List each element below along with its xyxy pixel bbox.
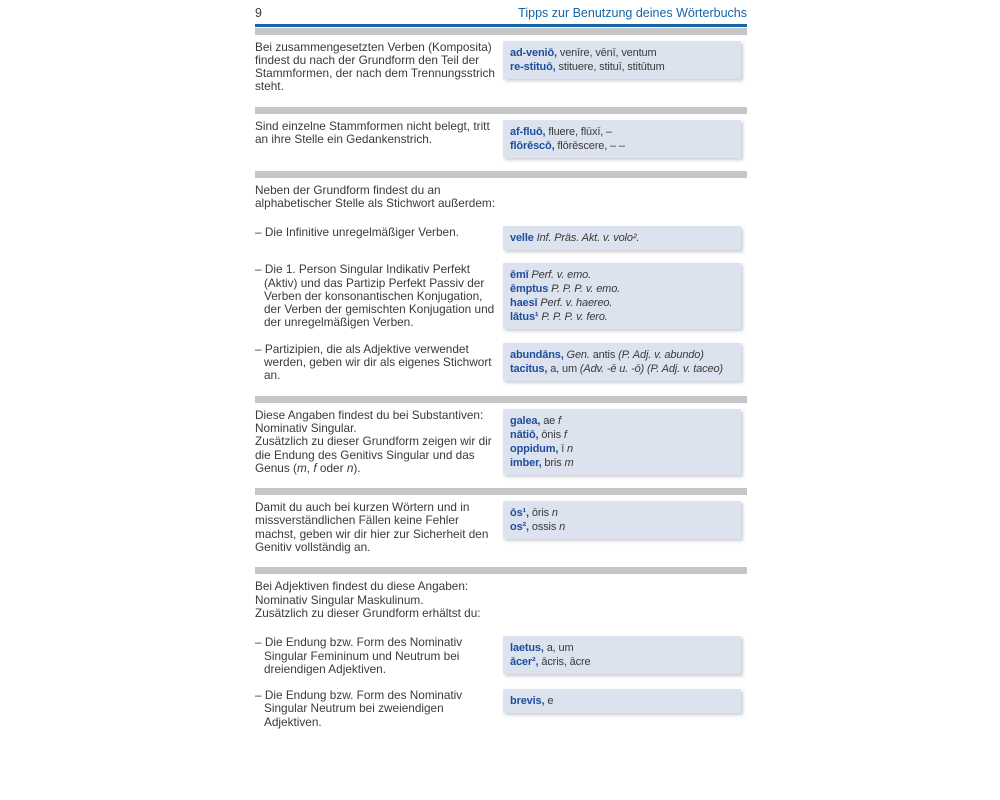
page-number: 9 xyxy=(255,6,262,20)
example-box xyxy=(503,226,741,250)
explanation-row xyxy=(255,184,747,211)
paragraph xyxy=(255,41,495,94)
entry-text: fluere, flūxī, – xyxy=(545,125,613,138)
entry-text: – Die Infinitive unregelmäßiger Verben. xyxy=(255,225,459,240)
example-box xyxy=(503,636,741,674)
dictionary-entry xyxy=(510,139,734,153)
paragraph xyxy=(255,636,495,676)
explanation-text xyxy=(255,226,495,250)
paragraph xyxy=(255,501,495,554)
dictionary-entry xyxy=(510,414,734,428)
page-content xyxy=(255,28,747,730)
section-divider xyxy=(255,28,747,35)
entry-text: n xyxy=(551,507,558,520)
headword: ācer², xyxy=(510,656,539,669)
entry-text: n xyxy=(559,521,566,534)
headword: velle xyxy=(510,232,534,245)
paragraph xyxy=(255,343,495,383)
entry-text: – Die 1. Person Singular Indikativ Perfekt (Aktiv) und das Partizip Perfekt Passiv der Verben der konsonantischen Konjugation, der Verben der gemischten Konjugation und der unregelmäßigen Verben. xyxy=(255,262,495,330)
explanation-row xyxy=(255,580,747,620)
section-divider xyxy=(255,567,747,574)
dictionary-entry xyxy=(510,520,734,534)
entry-text: f xyxy=(558,414,561,427)
entry-text: antis xyxy=(589,348,619,361)
headword: haesī xyxy=(510,297,538,310)
explanation-row xyxy=(255,501,747,554)
headword: tacitus, xyxy=(510,362,548,375)
explanation-text xyxy=(255,689,495,729)
dictionary-entry xyxy=(510,268,734,282)
entry-text: ). xyxy=(353,460,361,475)
explanation-row xyxy=(255,41,747,94)
entry-text: stituere, stituī, stitūtum xyxy=(555,60,665,73)
explanation-row xyxy=(255,120,747,158)
dictionary-entry xyxy=(510,456,734,470)
headword: abundāns, xyxy=(510,348,564,361)
entry-text: (Adv. -ē u. -ō) (P. Adj. v. taceo) xyxy=(579,362,723,375)
paragraph xyxy=(255,607,495,620)
example-column xyxy=(503,120,741,158)
explanation-text xyxy=(255,120,495,158)
example-column xyxy=(503,226,741,250)
entry-text: , xyxy=(306,460,314,475)
explanation-row xyxy=(255,409,747,475)
entry-text: Damit du auch bei kurzen Wörtern und in missverständlichen Fällen keine Fehler machst, geben wir dir hier zur Sicherheit den Genitiv vollständig an. xyxy=(255,500,489,555)
section-divider xyxy=(255,107,747,114)
entry-text: (P. Adj. v. abundo) xyxy=(618,348,704,361)
headword: laetus, xyxy=(510,642,544,655)
explanation-text xyxy=(255,184,495,211)
header-rule xyxy=(255,24,747,27)
entry-text: ae xyxy=(540,414,559,427)
entry-text: P. P. P. v. fero. xyxy=(538,311,608,324)
page-header-row xyxy=(255,6,747,20)
dictionary-entry xyxy=(510,46,734,60)
example-box xyxy=(503,41,741,79)
paragraph xyxy=(255,226,495,239)
section-divider xyxy=(255,488,747,495)
entry-text: Zusätzlich zu dieser Grundform erhältst du: xyxy=(255,605,481,620)
entry-text: – Partizipien, die als Adjektive verwendet werden, geben wir dir als eigenes Stichwort an. xyxy=(255,341,492,383)
entry-text: venīre, vēnī, ventum xyxy=(556,46,657,59)
paragraph xyxy=(255,580,495,607)
entry-text: ōnis xyxy=(538,428,564,441)
dictionary-entry xyxy=(510,282,734,296)
example-column xyxy=(503,343,741,383)
entry-text: e xyxy=(544,695,554,708)
entry-text: Diese Angaben findest du bei Substantiven: Nominativ Singular. xyxy=(255,407,484,435)
explanation-text xyxy=(255,263,495,329)
section-divider xyxy=(255,171,747,178)
example-box xyxy=(503,343,741,381)
dictionary-entry xyxy=(510,362,734,376)
entry-text: m xyxy=(296,460,307,475)
headword: ōs¹, xyxy=(510,507,529,520)
explanation-text xyxy=(255,409,495,475)
entry-text: f xyxy=(313,460,317,475)
example-box xyxy=(503,501,741,539)
dictionary-entry xyxy=(510,310,734,324)
entry-text: f xyxy=(563,428,567,441)
explanation-text xyxy=(255,580,495,620)
entry-text: Perf. v. haereo. xyxy=(537,297,613,310)
example-box xyxy=(503,409,741,475)
entry-text: oder xyxy=(316,460,347,475)
example-column xyxy=(503,409,741,475)
section-divider xyxy=(255,396,747,403)
example-column xyxy=(503,689,741,729)
entry-text: Sind einzelne Stammformen nicht belegt, tritt an ihre Stelle ein Gedankenstrich. xyxy=(255,118,490,146)
entry-text: Perf. v. emo. xyxy=(528,269,592,282)
headword: os², xyxy=(510,521,529,534)
headword: nātiō, xyxy=(510,428,539,441)
entry-text: P. P. P. v. emo. xyxy=(548,283,621,296)
entry-text: Bei Adjektiven findest du diese Angaben: Nominativ Singular Maskulinum. xyxy=(255,579,469,607)
entry-text: bris xyxy=(541,456,565,469)
headword: ēmī xyxy=(510,269,529,282)
entry-text: a, um xyxy=(543,642,574,655)
dictionary-entry xyxy=(510,348,734,362)
example-column xyxy=(503,184,741,211)
headword: galea, xyxy=(510,414,541,427)
entry-text: a, um xyxy=(547,362,580,375)
headword: re-stituō, xyxy=(510,60,556,73)
entry-text: Inf. Präs. Akt. v. volo². xyxy=(533,232,640,245)
entry-text: flōrēscere, – – xyxy=(554,139,625,152)
dictionary-entry xyxy=(510,641,734,655)
dictionary-entry xyxy=(510,60,734,74)
entry-text: ī xyxy=(558,442,568,455)
entry-text: ōris xyxy=(528,507,552,520)
explanation-text xyxy=(255,501,495,554)
entry-text: m xyxy=(564,456,574,469)
explanation-row xyxy=(255,263,747,329)
explanation-text xyxy=(255,343,495,383)
headword: imber, xyxy=(510,456,542,469)
entry-text: n xyxy=(346,460,354,475)
explanation-row xyxy=(255,343,747,383)
dictionary-entry xyxy=(510,694,734,708)
example-column xyxy=(503,580,741,620)
entry-text: – Die Endung bzw. Form des Nominativ Singular Neutrum bei zweiendigen Adjektiven. xyxy=(255,688,463,729)
explanation-row xyxy=(255,689,747,729)
example-box xyxy=(503,689,741,713)
dictionary-entry xyxy=(510,125,734,139)
paragraph xyxy=(255,435,495,475)
explanation-row xyxy=(255,636,747,676)
dictionary-entry xyxy=(510,296,734,310)
entry-text: Bei zusammengesetzten Verben (Komposita) findest du nach der Grundform den Teil der Stammformen, der nach dem Trennungsstrich steht. xyxy=(255,39,495,94)
example-column xyxy=(503,636,741,676)
example-box xyxy=(503,263,741,329)
paragraph xyxy=(255,263,495,329)
explanation-text xyxy=(255,41,495,94)
headword: oppidum, xyxy=(510,442,559,455)
example-column xyxy=(503,41,741,94)
entry-text: Neben der Grundform findest du an alphabetischer Stelle als Stichwort außerdem: xyxy=(255,182,495,210)
page-title: Tipps zur Benutzung deines Wörterbuchs xyxy=(518,6,747,20)
dictionary-entry xyxy=(510,655,734,669)
dictionary-entry xyxy=(510,231,734,245)
explanation-text xyxy=(255,636,495,676)
dictionary-entry xyxy=(510,428,734,442)
example-box xyxy=(503,120,741,158)
headword: flōrēscō, xyxy=(510,139,555,152)
entry-text: Zusätzlich zu dieser Grundform zeigen wir dir die Endung des Genitivs Singular und das Genus ( xyxy=(255,434,492,475)
headword: brevis, xyxy=(510,695,545,708)
headword: ad-veniō, xyxy=(510,46,557,59)
explanation-row xyxy=(255,226,747,250)
paragraph xyxy=(255,689,495,729)
headword: ēmptus xyxy=(510,283,549,296)
example-column xyxy=(503,263,741,329)
dictionary-tips-page xyxy=(255,6,747,742)
dictionary-entry xyxy=(510,506,734,520)
dictionary-entry xyxy=(510,442,734,456)
entry-text: n xyxy=(567,442,573,455)
entry-text: – Die Endung bzw. Form des Nominativ Singular Femininum und Neutrum bei dreiendigen Adjektiven. xyxy=(255,635,463,676)
entry-text: ossis xyxy=(528,521,560,534)
paragraph xyxy=(255,184,495,211)
headword: lātus¹ xyxy=(510,311,539,324)
entry-text: Gen. xyxy=(563,348,590,361)
example-column xyxy=(503,501,741,554)
paragraph xyxy=(255,409,495,436)
headword: af-fluō, xyxy=(510,125,546,138)
entry-text: ācris, ācre xyxy=(538,656,591,669)
paragraph xyxy=(255,120,495,147)
